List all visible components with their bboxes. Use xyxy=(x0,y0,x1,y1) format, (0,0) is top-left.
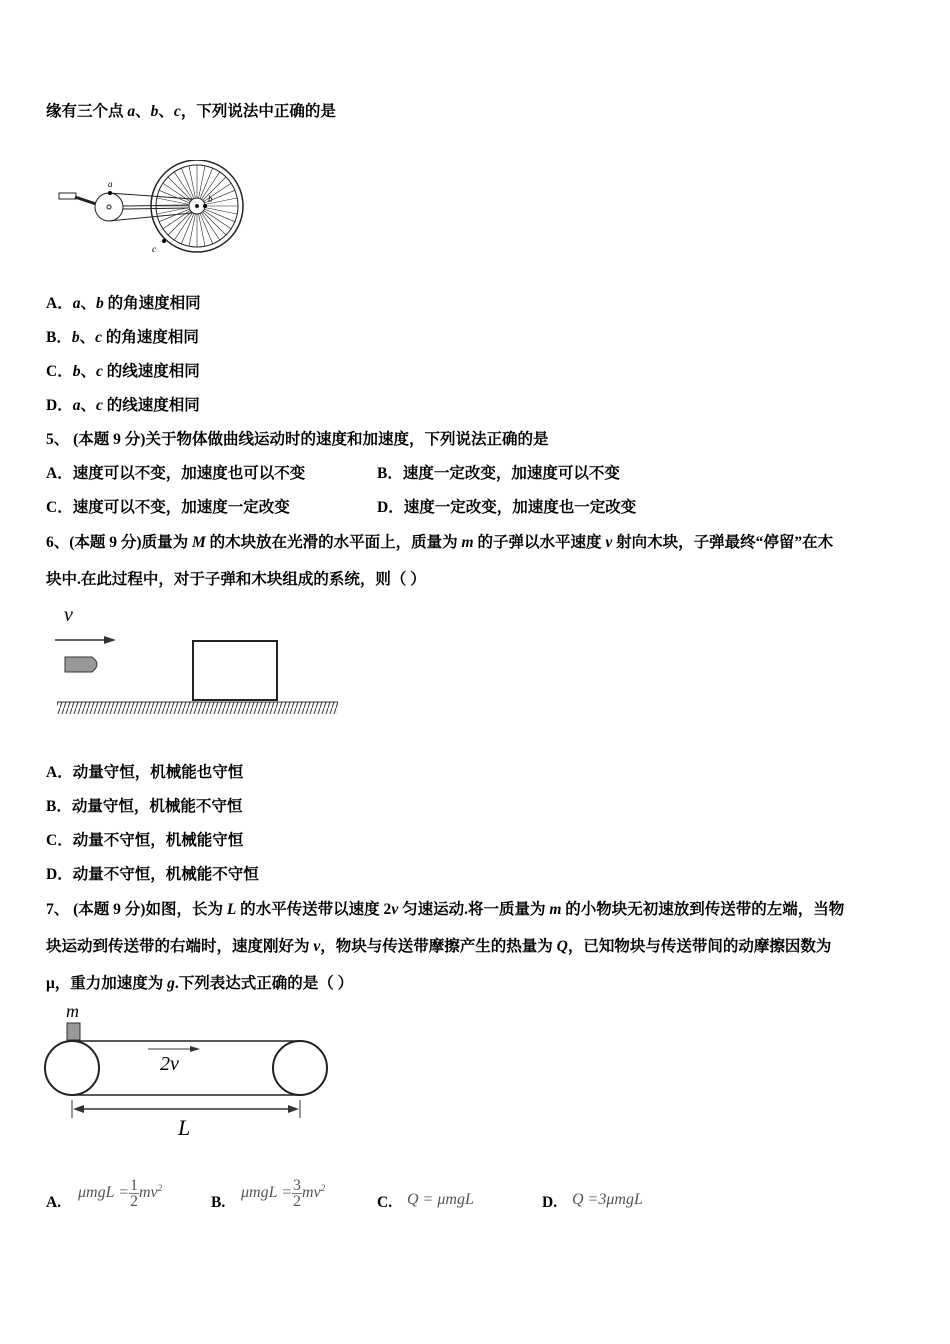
text-line xyxy=(46,974,353,994)
text-segment: 的子弹以水平速度 xyxy=(473,534,606,551)
text-segment: μ，重力加速度为 xyxy=(46,975,168,992)
variable: m xyxy=(549,901,562,918)
variable: L xyxy=(226,901,237,918)
text-line xyxy=(46,396,200,416)
text-line xyxy=(46,464,305,484)
text-segment: 7、 (本题 9 分)如图，长为 xyxy=(46,901,227,918)
variable: b xyxy=(71,329,80,346)
length-label: L xyxy=(178,1115,191,1140)
text-line xyxy=(46,533,833,553)
text-line xyxy=(46,900,844,920)
text-line xyxy=(377,498,636,518)
point-c-label: c xyxy=(152,244,156,254)
denominator: 2 xyxy=(293,1193,301,1210)
text-segment: B．速度一定改变，加速度可以不变 xyxy=(377,465,620,482)
option-a-formula xyxy=(78,1178,162,1209)
variable: a xyxy=(72,397,81,414)
bicycle-figure xyxy=(50,160,260,260)
option-d-label: D. xyxy=(542,1194,558,1211)
fraction xyxy=(292,1178,302,1209)
formula-lhs: μmgL = xyxy=(78,1184,129,1202)
text-line xyxy=(46,831,243,851)
numerator: 1 xyxy=(130,1177,138,1194)
formula-rhs: mv xyxy=(302,1184,321,1202)
text-segment: 的角速度相同 xyxy=(102,329,199,346)
text-segment: 块运动到传送带的右端时，速度刚好为 xyxy=(46,938,314,955)
text-segment: 、 xyxy=(80,397,96,414)
text-segment: 的木块放在光滑的水平面上，质量为 xyxy=(205,534,462,551)
text-segment: 的线速度相同 xyxy=(102,363,200,380)
formula-lhs: μmgL = xyxy=(241,1184,292,1202)
conveyor-figure xyxy=(40,1000,340,1140)
text-line xyxy=(377,464,620,484)
text-segment: 块中.在此过程中，对于子弹和木块组成的系统，则（ ） xyxy=(46,571,426,588)
text-segment: C． xyxy=(46,363,73,380)
text-segment: ，已知物块与传送带间的动摩擦因数为 xyxy=(567,938,832,955)
belt-speed-label: 2v xyxy=(160,1053,179,1075)
wood-block xyxy=(193,641,277,700)
variable: Q xyxy=(556,938,568,955)
text-segment: .下列表达式正确的是（ ） xyxy=(174,975,354,992)
variable: b xyxy=(150,103,159,120)
variable: a xyxy=(72,295,81,312)
exponent: 2 xyxy=(320,1182,326,1193)
text-segment: 、 xyxy=(135,103,151,120)
variable: c xyxy=(173,103,181,120)
text-segment: 匀速运动.将一质量为 xyxy=(398,901,550,918)
text-segment: D． xyxy=(46,397,73,414)
text-segment: 、 xyxy=(79,329,96,346)
mass-label: m xyxy=(66,1001,79,1021)
variable: c xyxy=(95,363,103,380)
option-b-label: B. xyxy=(211,1194,226,1211)
text-segment: ，物块与传送带摩擦产生的热量为 xyxy=(320,938,557,955)
text-segment: 、 xyxy=(80,363,96,380)
text-segment: 的水平传送带以速度 2 xyxy=(236,901,392,918)
variable: b xyxy=(95,295,104,312)
text-segment: 缘有三个点 xyxy=(46,103,128,120)
variable: M xyxy=(191,534,206,551)
text-segment: 、 xyxy=(158,103,174,120)
option-a-label: A. xyxy=(46,1194,62,1211)
variable: c xyxy=(95,397,103,414)
text-segment: 的线速度相同 xyxy=(102,397,200,414)
denominator: 2 xyxy=(130,1193,138,1210)
numerator: 3 xyxy=(293,1177,301,1194)
text-segment: B．动量守恒，机械能不守恒 xyxy=(46,798,243,815)
text-segment: C．动量不守恒，机械能守恒 xyxy=(46,832,244,849)
text-segment: 6、(本题 9 分)质量为 xyxy=(46,534,192,551)
text-segment: 的小物块无初速放到传送带的左端，当物 xyxy=(561,901,845,918)
text-segment: A．速度可以不变，加速度也可以不变 xyxy=(46,465,306,482)
fraction xyxy=(129,1178,139,1209)
text-line xyxy=(46,102,336,122)
text-line xyxy=(46,498,290,518)
text-segment: 射向木块，子弹最终“停留”在木 xyxy=(612,534,834,551)
text-segment: D．动量不守恒，机械能不守恒 xyxy=(46,866,259,883)
text-segment: 5、 (本题 9 分)关于物体做曲线运动时的速度和加速度，下列说法正确的是 xyxy=(46,431,549,448)
variable: v xyxy=(313,938,321,955)
exponent: 2 xyxy=(157,1182,163,1193)
variable: m xyxy=(461,534,474,551)
text-segment: A． xyxy=(46,295,73,312)
variable: b xyxy=(72,363,81,380)
option-c-formula: Q = μmgL xyxy=(407,1191,474,1208)
text-line xyxy=(46,328,199,348)
text-segment: 、 xyxy=(80,295,96,312)
option-c-label: C. xyxy=(377,1194,393,1211)
variable: v xyxy=(391,901,399,918)
text-segment: ，下列说法中正确的是 xyxy=(180,103,336,120)
text-line xyxy=(46,294,201,314)
variable: v xyxy=(605,534,613,551)
velocity-label: v xyxy=(64,604,73,626)
text-line xyxy=(46,570,426,590)
text-line xyxy=(46,763,243,783)
text-segment: B． xyxy=(46,329,72,346)
text-line xyxy=(46,797,242,817)
variable: g xyxy=(167,975,175,992)
text-segment: A．动量守恒，机械能也守恒 xyxy=(46,764,244,781)
variable: a xyxy=(127,103,136,120)
point-a-label: a xyxy=(108,179,113,189)
text-segment: 的角速度相同 xyxy=(103,295,201,312)
text-segment: D．速度一定改变，加速度也一定改变 xyxy=(377,499,637,516)
bullet-block-figure xyxy=(50,600,350,720)
text-line xyxy=(46,430,548,450)
option-b-formula xyxy=(241,1178,325,1209)
formula-rhs: mv xyxy=(139,1184,158,1202)
variable: c xyxy=(95,329,102,346)
text-line xyxy=(46,937,831,957)
text-line xyxy=(46,865,259,885)
option-d-formula: Q =3μmgL xyxy=(572,1191,643,1208)
text-segment: C．速度可以不变，加速度一定改变 xyxy=(46,499,290,516)
text-line xyxy=(46,362,200,382)
point-b-label: b xyxy=(208,194,213,204)
